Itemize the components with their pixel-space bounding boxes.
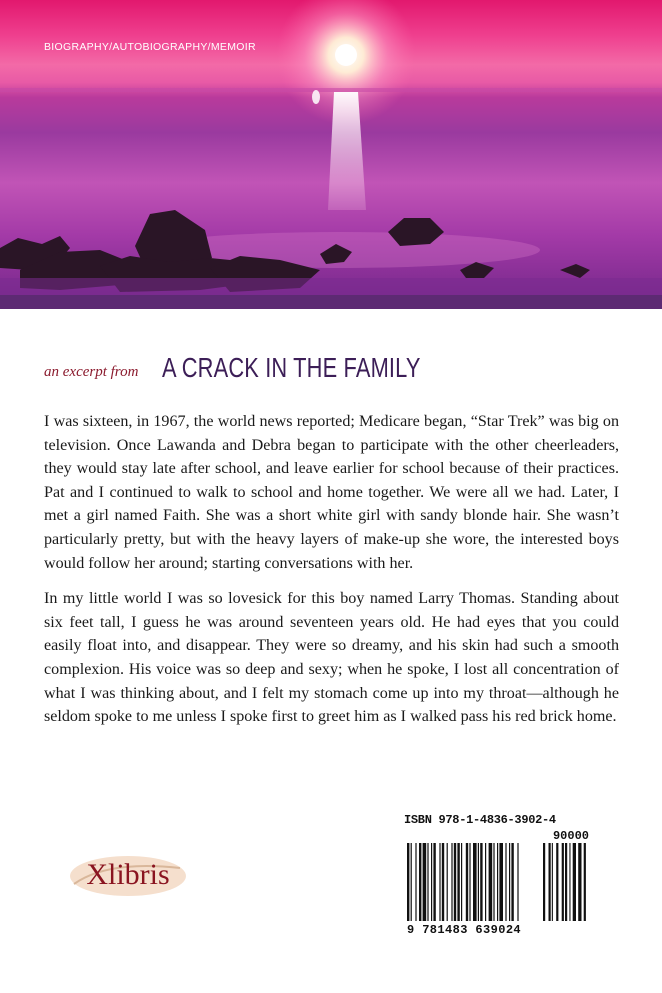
barcode-bar — [489, 843, 493, 921]
barcode-bar — [573, 843, 576, 921]
book-title: A CRACK IN THE FAMILY — [162, 352, 421, 383]
barcode-bar — [451, 843, 452, 921]
barcode-bar — [485, 843, 486, 921]
barcode-bar — [543, 843, 545, 921]
barcode-bar — [466, 843, 468, 921]
barcode-bar — [454, 843, 456, 921]
publisher-logo-text: Xlibris — [86, 858, 170, 891]
price-code: 90000 — [552, 829, 589, 843]
sun — [335, 44, 357, 66]
isbn-barcode — [401, 813, 591, 938]
excerpt-heading — [44, 352, 644, 392]
cover-photo — [0, 0, 662, 295]
barcode-bar — [497, 843, 498, 921]
barcode-bar — [419, 843, 421, 921]
barcode-bar — [473, 843, 477, 921]
barcode-bar — [552, 843, 553, 921]
excerpt-body — [44, 410, 619, 741]
genre-label: BIOGRAPHY/AUTOBIOGRAPHY/MEMOIR — [44, 41, 256, 53]
barcode-bar — [505, 843, 506, 921]
barcode-bar — [461, 843, 462, 921]
barcode-bars — [401, 843, 591, 923]
barcode-bar — [509, 843, 510, 921]
barcode-bar — [415, 843, 416, 921]
barcode-bar — [493, 843, 494, 921]
barcode-bar — [584, 843, 586, 921]
barcode-bar — [569, 843, 570, 921]
barcode-bar — [411, 843, 412, 921]
barcode-bar — [427, 843, 428, 921]
excerpt-intro: an excerpt from — [44, 364, 139, 380]
barcode-bar — [423, 843, 427, 921]
barcode-bar — [447, 843, 448, 921]
barcode-bar — [439, 843, 440, 921]
barcode-bar — [478, 843, 479, 921]
barcode-bar — [549, 843, 551, 921]
barcode-bar — [556, 843, 558, 921]
barcode-bar — [517, 843, 518, 921]
barcode-bar — [457, 843, 459, 921]
isbn-label: ISBN 978-1-4836-3902-4 — [404, 813, 556, 827]
barcode-bar — [431, 843, 432, 921]
barcode-bar — [469, 843, 470, 921]
publisher-logo — [68, 850, 188, 900]
barcode-bar — [407, 843, 409, 921]
cover-band — [0, 295, 662, 309]
barcode-bar — [511, 843, 513, 921]
barcode-bar — [578, 843, 581, 921]
ean-digits: 9 781483 639024 — [407, 923, 522, 937]
barcode-bar — [480, 843, 482, 921]
paragraph: I was sixteen, in 1967, the world news reported; Medicare began, “Star Trek” was big on television. Once Lawanda and Debra began to participate with the other cheerleaders, they would stay late after school, and leave earlier for school because of their practices. Pat and I continued to walk to school and home together. We were all we had. Later, I met a girl named Faith. She was a short white girl with sandy blonde hair. She wasn’t particularly pretty, but with the heavy layers of make-up she wore, the interested boys would follow her around; starting conversations with her. — [44, 413, 619, 572]
barcode-bar — [562, 843, 564, 921]
barcode-bar — [565, 843, 567, 921]
barcode-bar — [499, 843, 503, 921]
barcode-bar — [433, 843, 435, 921]
barcode-bar — [442, 843, 444, 921]
paragraph: In my little world I was so lovesick for this boy named Larry Thomas. Standing about six feet tall, I guess he was around seventeen years old. He had eyes that you could easily float into, and disappear. They were so dreamy, and his skin had such a smooth complexion. His voice was so deep and sexy; when he spoke, I lost all concentration of what I was thinking about, and I felt my stomach come up into my throat—although he seldom spoke to me unless I spoke first to greet him as I walked pass his red brick home. — [44, 590, 619, 726]
